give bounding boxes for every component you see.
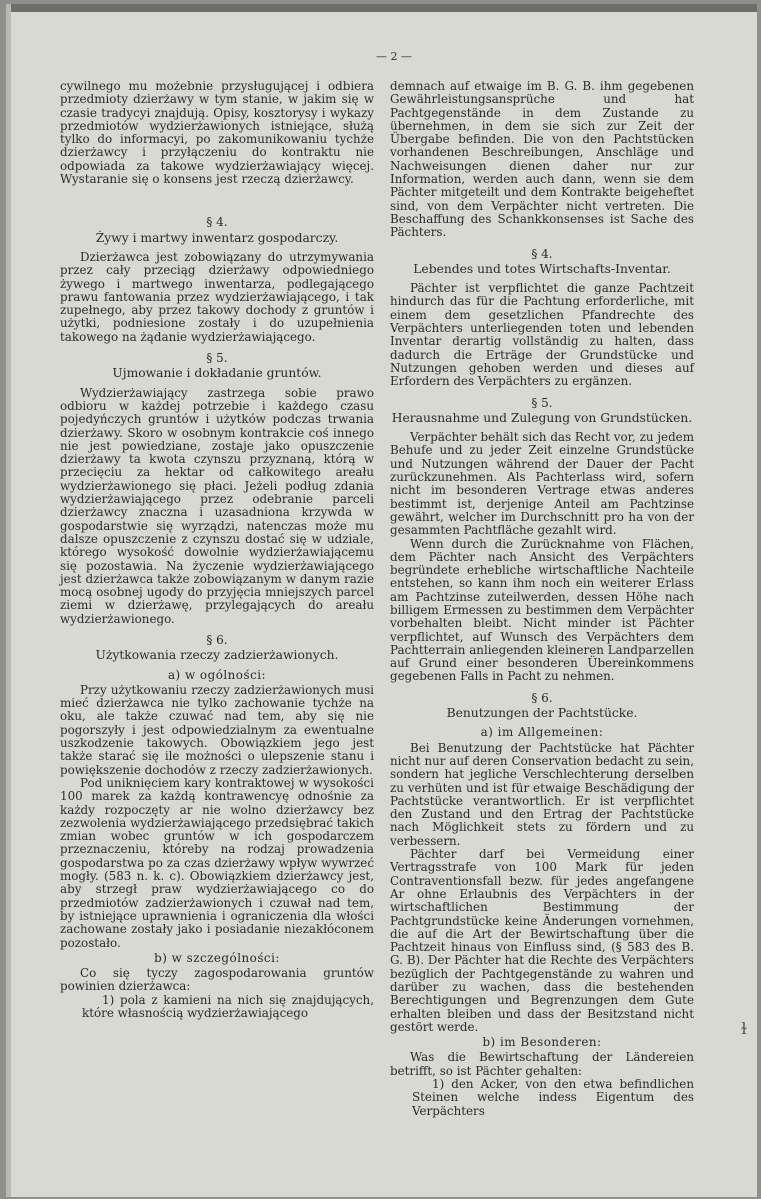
page-top-edge	[6, 4, 757, 12]
right-section-4-title: Lebendes und totes Wirtschafts-Inventar.	[413, 261, 671, 276]
left-section-5-number: § 5.	[206, 351, 228, 366]
left-section-5-title: Ujmowanie i dokładanie gruntów.	[112, 366, 322, 381]
document-page	[6, 4, 757, 1197]
right-section-6-sub-a: a) im Allgemeinen:	[480, 725, 604, 740]
left-section-4-paragraph: Dzierżawca jest zobowiązany do utrzymywania przez cały przeciąg dzierżawy odpowiedniego żywego i martwego inwentarza, podlegającego prawu fantowania przez wydzierżawiającego, i tak zupełnego, aby przez takowy dochody z gruntów i użytki, podniesione zostały i do uzupełnienia takowego na żądanie wydzierżawiającego.	[60, 249, 374, 344]
left-list-item-1: 1) pola z kamieni na nich się znajdujących, które własnością wydzierżawiającego	[82, 992, 374, 1020]
polish-column	[60, 80, 374, 1020]
right-section-6-paragraph-3: Was die Bewirtschaftung der Ländereien betrifft, so ist Pächter gehalten:	[390, 1050, 694, 1078]
right-section-6-sub-b: b) im Besonderen:	[482, 1035, 602, 1050]
right-section-6-paragraph-1: Bei Benutzung der Pachtstücke hat Pächter nicht nur auf deren Conservation bedacht zu sein, sondern hat jegliche Verschlechterung derselben zu verhüten und ist für etwaige Beschädigung der Pachtstücke verantwortlich. Er ist verpflichtet den Zustand und den Ertrag der Pachtstücke nach Möglichkeit stets zu fördern und zu verbessern.	[390, 740, 694, 848]
left-section-6-number: § 6.	[206, 632, 228, 647]
right-section-6-paragraph-2: Pächter darf bei Vermeidung einer Vertragsstrafe von 100 Mark für jeden Contraventionsfall bezw. für jedes angefangene Ar ohne Erlaubnis des Verpächters in der wirtschaftlichen Bestimmung der Pachtgrundstücke keine Änderungen vornehmen, die auf die Art der Bewirtschaftung über die Pachtzeit hinaus von Einfluss sind, (§ 583 des B. G. B). Der Pächter hat die Rechte des Verpächters bezüglich der Pachtgegenstände zu wahren und darüber zu wachen, dass die bestehenden Berechtigungen und Begrenzungen dem Gute erhalten bleiben und dass der Besitzstand nicht gestört werde.	[390, 847, 694, 1034]
right-section-6-number: § 6.	[531, 690, 553, 705]
page-left-edge	[6, 4, 11, 1197]
left-section-6-paragraph-1: Przy użytkowaniu rzeczy zadzierżawionych musi mieć dzierżawca nie tylko zachowanie tychże na oku, ale także czuwać nad tem, aby się nie pogorszyły i jest odpowiedzialnym za ewentualne uszkodzenie takowych. Obowiązkiem jego jest także starać się ile możności o ulepszenie stanu i powiększenie dochodów z rzeczy zadzierżawionych.	[60, 682, 374, 777]
left-section-4-title: Żywy i martwy inwentarz gospodarczy.	[95, 230, 339, 245]
left-section-4-number: § 4.	[206, 215, 228, 230]
right-section-5-paragraph-1: Verpächter behält sich das Recht vor, zu jedem Behufe und zu jeder Zeit einzelne Grundstücke und Nutzungen während der Dauer der Pacht zurückzunehmen. Als Pachterlass wird, sofern nicht im besonderen Vertrage etwas anderes bestimmt ist, derjenige Anteil am Pachtzinse gewährt, welcher im Durchschnitt pro ha von der gesammten Pachtfläche gezahlt wird.	[390, 430, 694, 538]
left-section-6-title: Użytkowania rzeczy zadzierżawionych.	[95, 648, 339, 663]
page-number: — 2 —	[376, 50, 412, 63]
right-section-5-title: Herausnahme und Zulegung von Grundstücken.	[391, 410, 693, 425]
right-section-5-number: § 5.	[531, 395, 553, 410]
right-section-6-title: Benutzungen der Pachtstücke.	[446, 706, 638, 721]
german-column	[390, 80, 694, 1118]
right-intro: demnach auf etwaige im B. G. B. ihm gegebenen Gewährleistungsansprüche und hat Pachtgegenstände in dem Zustande zu übernehmen, in dem sie sich zur Zeit der Übergabe befinden. Die von den Pachtstücken vorhandenen Beschreibungen, Anschläge und Nachweisungen dienen daher nur zur Information, werden auch dann, wenn sie dem Pächter mitgeteilt und dem Kontrakte beigeheftet sind, von dem Verpächter nicht vertreten. Die Beschaffung des Schankkonsenses ist Sache des Pächters.	[390, 79, 694, 240]
left-intro: cywilnego mu możebnie przysługującej i odbiera przedmioty dzierżawy w tym stanie, w jakim się w czasie tradycyi znajdują. Opisy, kosztorysy i wykazy przedmiotów wydzierżawionych istniejące, służą tylko do informacyi, po zakomunikowaniu tychże dzierżawcy i przyłączeniu do kontraktu nie odpowiada za takowe wydzierżawiający więcej. Wystaranie się o konsens jest rzeczą dzierżawcy.	[60, 79, 374, 187]
left-section-6-paragraph-3: Co się tyczy zagospodarowania gruntów powinien dzierżawca:	[60, 966, 374, 994]
margin-mark: ɫ	[740, 1019, 747, 1038]
left-section-5-paragraph: Wydzierżawiający zastrzega sobie prawo odbioru w każdej potrzebie i każdego czasu pojedyńczych gruntów i użytków podczas trwania dzierżawy. Skoro w osobnym kontrakcie coś innego nie jest powiedziane, zostaje jako opuszczenie dzierżawy ta kwota czynszu przyznaną, którą w przecięciu za hektar od całkowitego areału wydzierżawionego się płaci. Jeżeli podług zdania wydzierżawiającego przez odebranie parceli dzierżawcy znaczna i uzasadniona krzywda w gospodarstwie się wyrządzi, natenczas może mu dalsze opuszczenie z czynszu dostać się w udziale, którego wysokość dowolnie wydzierżawiającemu się pozostawia. Na życzenie wydzierżawiającego jest dzierżawca także zobowiązanym w danym razie mocą osobnej ugody do przyjęcia mniejszych parcel ziemi w dzierżawę, przylegających do areału wydzierżawionego.	[60, 385, 374, 626]
right-section-4-number: § 4.	[531, 246, 553, 261]
left-section-6-paragraph-2: Pod uniknięciem kary kontraktowej w wysokości 100 marek za każdą kontrawencyę odnośnie za każdy rozpoczęty ar nie wolno dzierżawcy bez zezwolenia wydzierżawiającego przedsiębrać takich zmian wobec gruntów w ich gospodarczem przeznaczeniu, któreby na rodzaj prowadzenia gospodarstwa po za czas dzierżawy wpływ wywrzeć mogły. (583 n. k. c). Obowiązkiem dzierżawcy jest, aby strzegł praw wydzierżawiającego co do przedmiotów zadzierżawionych i czuwał nad tem, by istniejące uprawnienia i ograniczenia dla włości zachowane zostały jako i posiadanie niezakłóconem pozostało.	[60, 775, 374, 950]
left-section-6-sub-b: b) w szczególności:	[154, 950, 280, 965]
left-section-6-sub-a: a) w ogólności:	[167, 667, 267, 682]
right-section-4-paragraph: Pächter ist verpflichtet die ganze Pachtzeit hindurch das für die Pachtung erforderliche, mit einem dem gesetzlichen Pfandrechte des Verpächters unterliegenden toten und lebenden Inventar derartig vollständig zu halten, dass dadurch die Erträge der Grundstücke und Nutzungen gehoben werden und dieses auf Erfordern des Verpächters zu ergänzen.	[390, 281, 694, 389]
right-section-5-paragraph-2: Wenn durch die Zurücknahme von Flächen, dem Pächter nach Ansicht des Verpächters begründete erhebliche wirtschaftliche Nachteile entstehen, so kann ihm noch ein weiterer Erlass am Pachtzinse zuteilwerden, dessen Höhe nach billigem Ermessen zu bestimmen dem Verpächter vorbehalten bleibt. Nicht minder ist Pächter verpflichtet, auf Wunsch des Verpächters dem Pachtterrain anliegenden kleineren Landparzellen auf Grund einer besonderen Übereinkommens gegebenen Falls in Pacht zu nehmen.	[390, 536, 694, 684]
right-list-item-1: 1) den Acker, von den etwa befindlichen Steinen welche indess Eigentum des Verpächters	[412, 1077, 694, 1118]
